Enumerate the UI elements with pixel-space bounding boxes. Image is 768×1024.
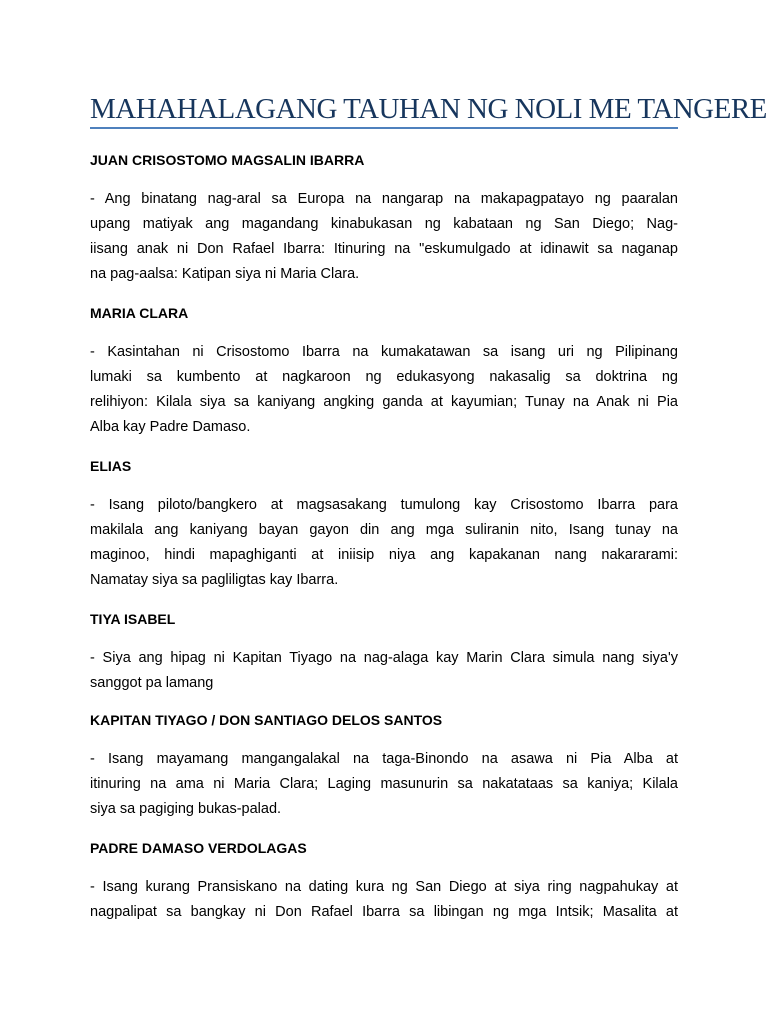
description-line: lumaki sa kumbento at nagkaroon ng edukasyong nakasalig sa doktrina ng <box>90 369 678 385</box>
character-heading: ELIAS <box>90 458 132 474</box>
description-line: iisang anak ni Don Rafael Ibarra: Itinuring na "eskumulgado at idinawit sa naganap <box>90 241 678 257</box>
description-line: - Isang kurang Pransiskano na dating kura ng San Diego at siya ring nagpahukay at <box>90 879 678 895</box>
character-description <box>90 747 678 822</box>
character-section <box>90 150 678 287</box>
description-line: - Ang binatang nag-aral sa Europa na nangarap na makapagpatayo ng paaralan <box>90 191 678 207</box>
document-title: MAHAHALAGANG TAUHAN NG NOLI ME TANGERE <box>90 93 767 125</box>
description-line: nagpalipat sa bangkay ni Don Rafael Ibarra sa libingan ng mga Intsik; Masalita at <box>90 904 678 920</box>
description-line: na pag-aalsa: Katipan siya ni Maria Clara. <box>90 266 360 282</box>
character-description <box>90 646 678 696</box>
description-line: relihiyon: Kilala siya sa kaniyang angking ganda at kayumian; Tunay na Anak ni Pia <box>90 394 678 410</box>
character-heading: KAPITAN TIYAGO / DON SANTIAGO DELOS SANTOS <box>90 712 443 728</box>
character-description <box>90 493 678 593</box>
description-line: maginoo, hindi mapaghiganti at iniisip niya ang kapakanan nang nakararami: <box>90 547 678 563</box>
character-description <box>90 340 678 440</box>
description-line: siya sa pagiging bukas-palad. <box>90 801 282 817</box>
character-description <box>90 187 678 287</box>
character-section <box>90 710 678 822</box>
description-line: - Kasintahan ni Crisostomo Ibarra na kumakatawan sa isang uri ng Pilipinang <box>90 344 678 360</box>
character-heading: MARIA CLARA <box>90 305 189 321</box>
character-section <box>90 303 678 440</box>
character-heading: PADRE DAMASO VERDOLAGAS <box>90 840 307 856</box>
description-line: - Isang mayamang mangangalakal na taga-Binondo na asawa ni Pia Alba at <box>90 751 678 767</box>
description-line: upang matiyak ang magandang kinabukasan ng kabataan ng San Diego; Nag- <box>90 216 678 232</box>
description-line: sanggot pa lamang <box>90 675 214 691</box>
character-heading: TIYA ISABEL <box>90 611 176 627</box>
character-section <box>90 456 678 593</box>
character-description <box>90 875 678 925</box>
character-heading: JUAN CRISOSTOMO MAGSALIN IBARRA <box>90 152 365 168</box>
description-line: makilala ang kaniyang bayan gayon din ang mga suliranin nito, Isang tunay na <box>90 522 678 538</box>
description-line: Namatay siya sa pagliligtas kay Ibarra. <box>90 572 339 588</box>
character-section <box>90 838 678 925</box>
character-section <box>90 609 678 696</box>
description-line: - Siya ang hipag ni Kapitan Tiyago na nag-alaga kay Marin Clara simula nang siya'y <box>90 650 678 666</box>
description-line: Alba kay Padre Damaso. <box>90 419 251 435</box>
description-line: itinuring na ama ni Maria Clara; Laging masunurin sa nakatataas sa kaniya; Kilala <box>90 776 678 792</box>
description-line: - Isang piloto/bangkero at magsasakang tumulong kay Crisostomo Ibarra para <box>90 497 678 513</box>
title-underline <box>90 127 678 129</box>
